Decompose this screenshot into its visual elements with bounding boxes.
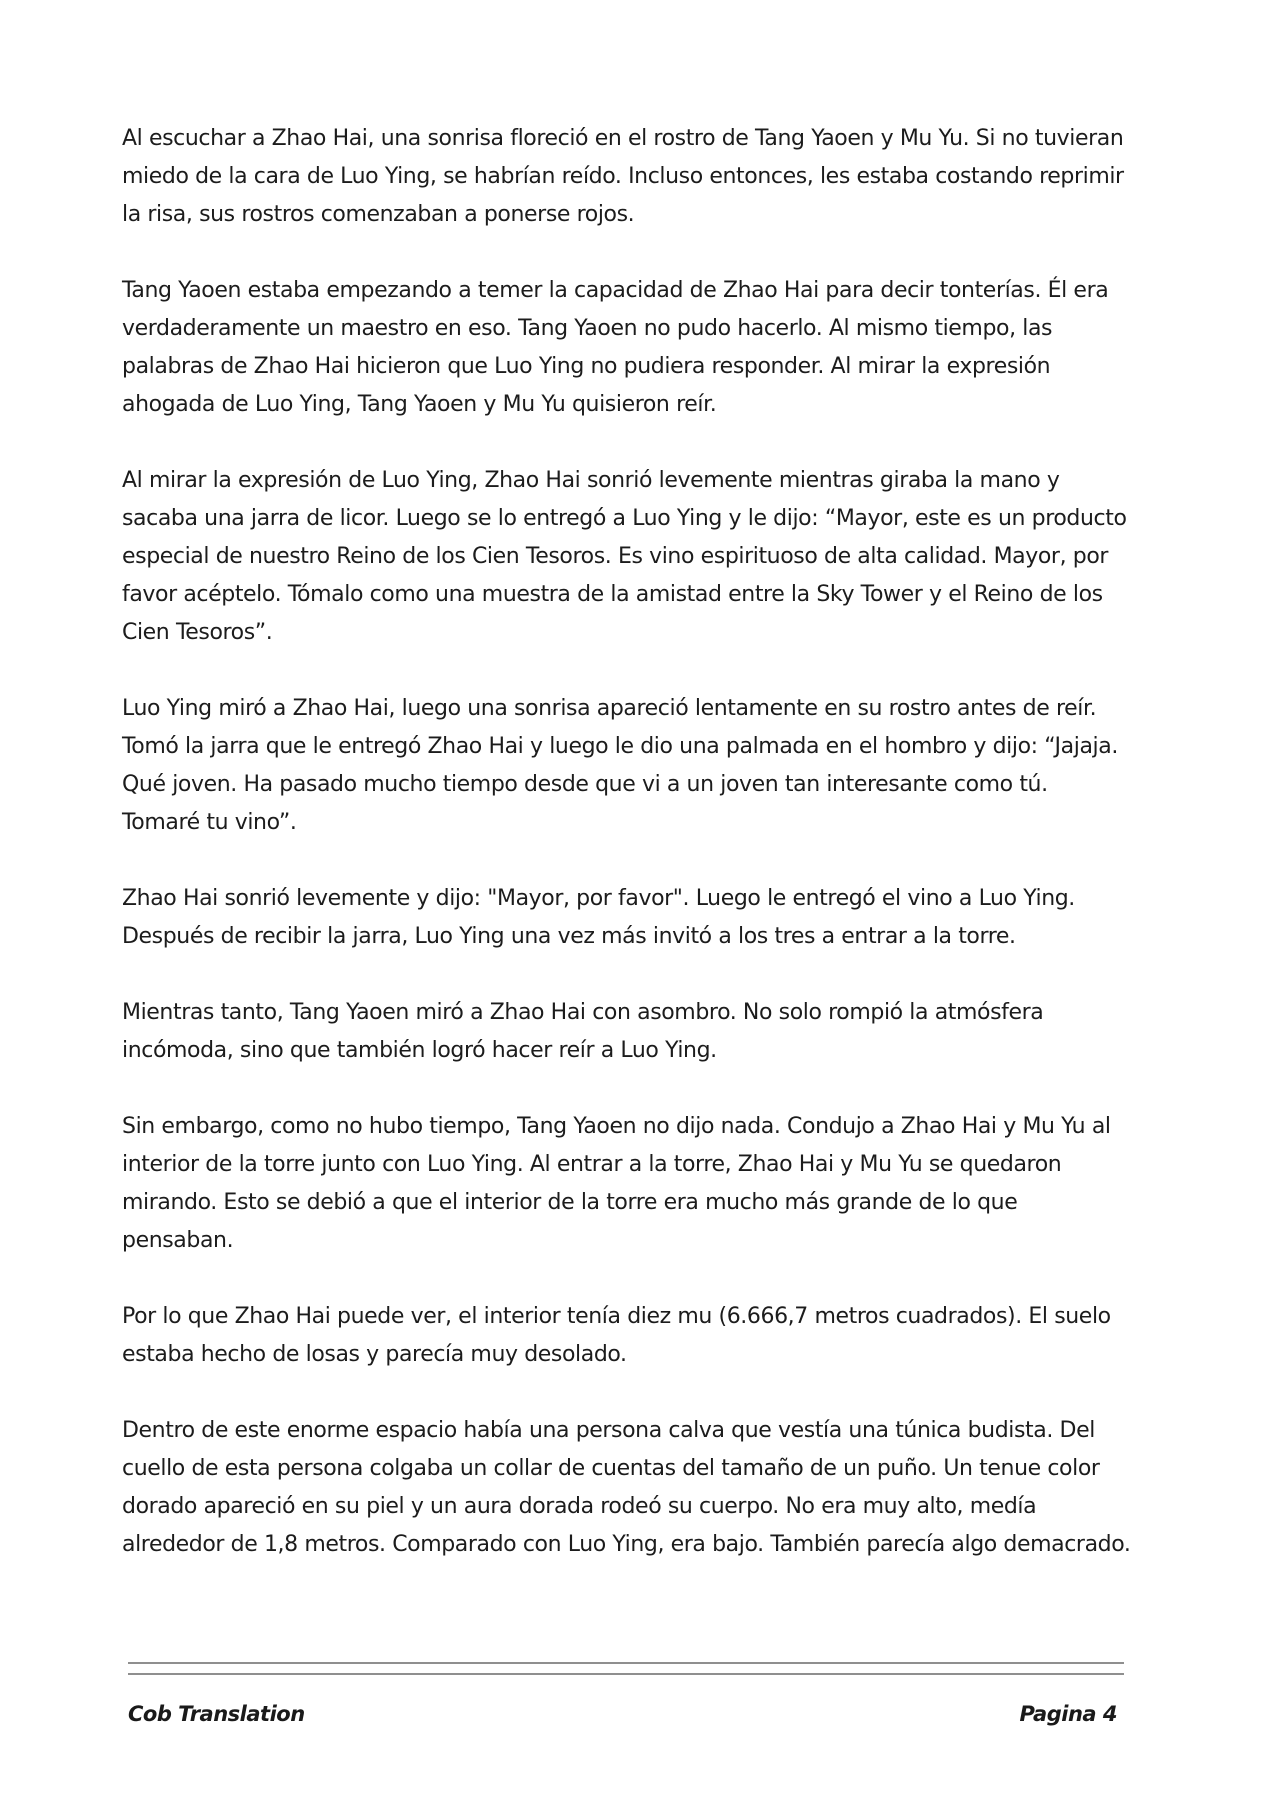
paragraph-7: Sin embargo, como no hubo tiempo, Tang Yaoen no dijo nada. Condujo a Zhao Hai y Mu Yu al interior de la torre junto con Luo Ying. Al entrar a la torre, Zhao Hai y Mu Yu se quedaron mirando. Esto se debió a que el interior de la torre era mucho más grande de lo que pensaban. [122,1114,1111,1253]
paragraph-6: Mientras tanto, Tang Yaoen miró a Zhao Hai con asombro. No solo rompió la atmósfera incómoda, sino que también logró hacer reír a Luo Ying. [122,1000,1044,1063]
paragraph-9: Dentro de este enorme espacio había una persona calva que vestía una túnica budista. Del cuello de esta persona colgaba un collar de cuentas del tamaño de un puño. Un tenue color dorado apareció en su piel y un aura dorada rodeó su cuerpo. No era muy alto, medía alrededor de 1,8 metros. Comparado con Luo Ying, era bajo. También parecía algo demacrado. [122,1418,1131,1557]
paragraph-4: Luo Ying miró a Zhao Hai, luego una sonrisa apareció lentamente en su rostro antes de reír. Tomó la jarra que le entregó Zhao Hai y luego le dio una palmada en el hombro y dijo: “Jajaja. Qué joven. Ha pasado mucho tiempo desde que vi a un joven tan interesante como tú. Tomaré tu vino”. [122,696,1118,835]
footer-divider-top [128,1662,1124,1664]
paragraph-3: Al mirar la expresión de Luo Ying, Zhao Hai sonrió levemente mientras giraba la mano y sacaba una jarra de licor. Luego se lo entregó a Luo Ying y le dijo: “Mayor, este es un producto especial de nuestro Reino de los Cien Tesoros. Es vino espirituoso de alta calidad. Mayor, por favor acéptelo. Tómalo como una muestra de la amistad entre la Sky Tower y el Reino de los Cien Tesoros”. [122,468,1127,645]
footer-page-number: Pagina 4 [1019,1702,1117,1726]
footer-divider-bottom [128,1673,1124,1675]
footer-translator-credit: Cob Translation [128,1702,305,1726]
paragraph-1: Al escuchar a Zhao Hai, una sonrisa floreció en el rostro de Tang Yaoen y Mu Yu. Si no tuvieran miedo de la cara de Luo Ying, se habrían reído. Incluso entonces, les estaba costando reprimir la risa, sus rostros comenzaban a ponerse rojos. [122,126,1124,227]
paragraph-5: Zhao Hai sonrió levemente y dijo: "Mayor, por favor". Luego le entregó el vino a Luo Ying. Después de recibir la jarra, Luo Ying una vez más invitó a los tres a entrar a la torre. [122,886,1075,949]
body-text [122,120,1132,1602]
paragraph-2: Tang Yaoen estaba empezando a temer la capacidad de Zhao Hai para decir tonterías. Él era verdaderamente un maestro en eso. Tang Yaoen no pudo hacerlo. Al mismo tiempo, las palabras de Zhao Hai hicieron que Luo Ying no pudiera responder. Al mirar la expresión ahogada de Luo Ying, Tang Yaoen y Mu Yu quisieron reír. [122,278,1109,417]
paragraph-8: Por lo que Zhao Hai puede ver, el interior tenía diez mu (6.666,7 metros cuadrados). El suelo estaba hecho de losas y parecía muy desolado. [122,1304,1111,1367]
